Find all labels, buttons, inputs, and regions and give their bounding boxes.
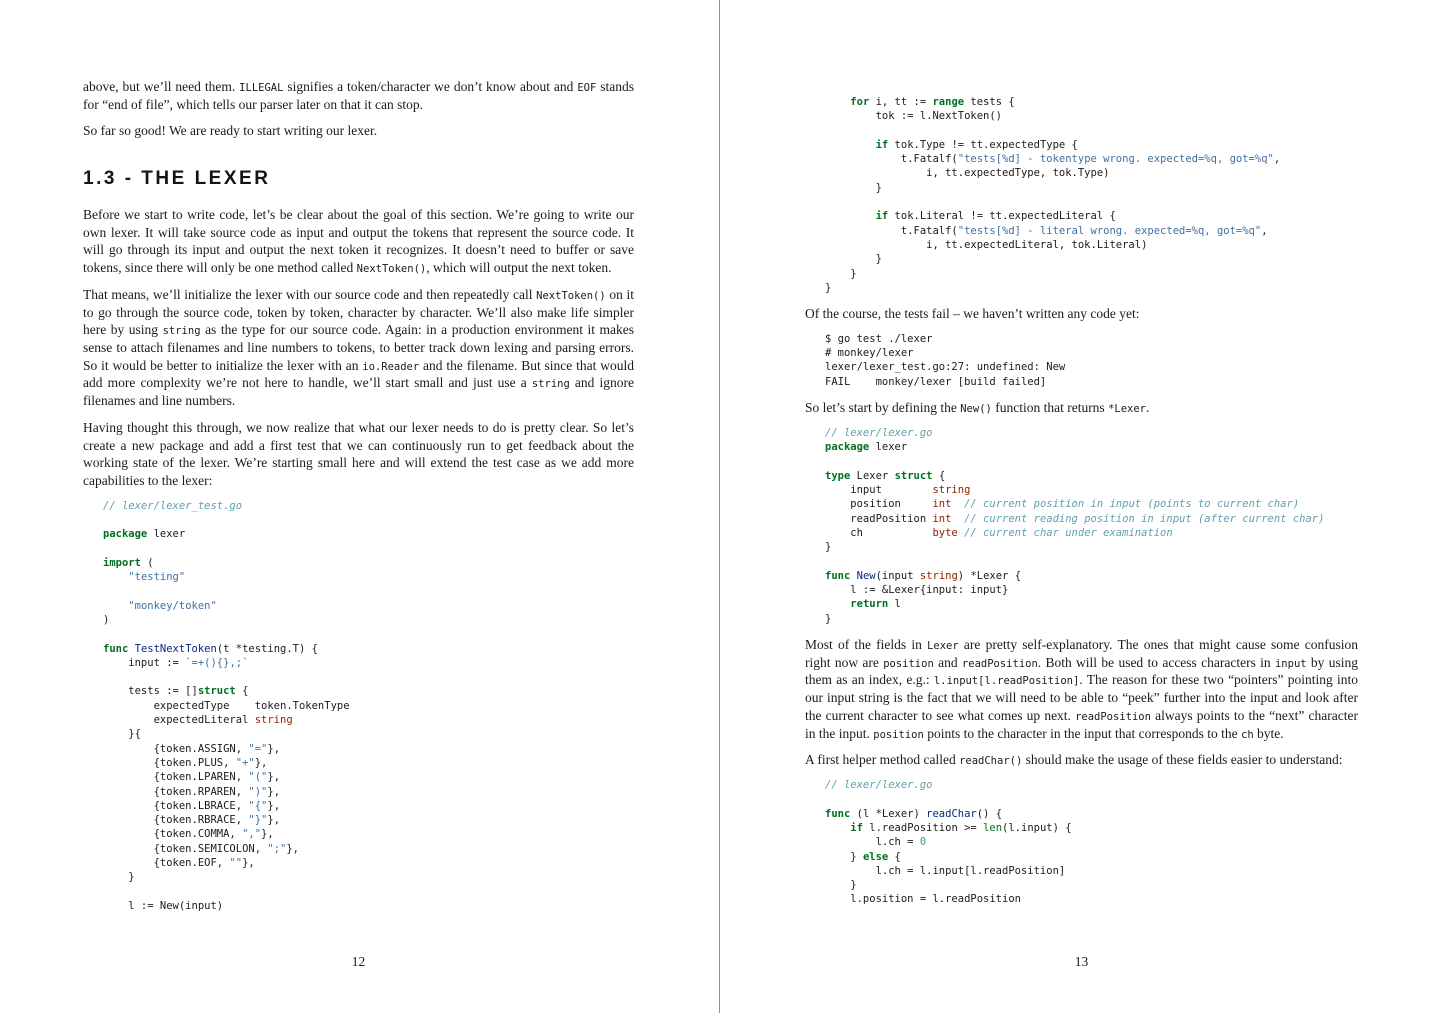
shell-output-block: $ go test ./lexer # monkey/lexer lexer/lexer_test.go:27: undefined: New FAIL monkey/lexer [build failed] bbox=[825, 332, 1066, 388]
book-page-right bbox=[805, 95, 1358, 917]
paragraph-tests-fail: Of the course, the tests fail – we haven’t written any code yet: bbox=[805, 306, 1140, 322]
page-number-left: 12 bbox=[351, 954, 366, 969]
page-divider bbox=[719, 0, 720, 1013]
paragraph-lets-start: So let’s start by defining the New() function that returns *Lexer. bbox=[805, 400, 1150, 416]
paragraph-having-thought: Having thought this through, we now realize that what our lexer needs to do is pretty clear. So let’s create a new package and add a first test that we can continuously run to get feedback about the working state of the lexer. We’re starting small here and will extend the test case as we add more capabilities to the lexer: bbox=[83, 419, 634, 488]
code-block-lexer-test: // lexer/lexer_test.go package lexer import ( "testing" "monkey/token" ) func TestNextToken(t *testing.T) { input := `=+(){},;` tests := []struct { expectedType token.TokenType expectedLiteral string }{ {token.ASSIGN, "="}, {token.PLUS, "+"}, {token.LPAREN, "("}, {token.RPAREN, ")"}, {token.LBRACE, "{"}, {token.RBRACE, "}"}, {token.COMMA, ","}, {token.SEMICOLON, ";"}, {token.EOF, ""}, } l := New(input) bbox=[103, 499, 350, 912]
book-page-left bbox=[83, 78, 634, 923]
section-heading-the-lexer: 1.3 - THE LEXER bbox=[83, 168, 271, 190]
code-block-test-loop: for i, tt := range tests { tok := l.NextToken() if tok.Type != tt.expectedType { t.Fatalf("tests[%d] - tokentype wrong. expected=%q, got=%q", i, tt.expectedType, tok.Type) } if tok.Literal != tt.expectedLiteral { t.Fatalf("tests[%d] - literal wrong. expected=%q, got=%q", i, tt.expectedLiteral, tok.Literal) } } } bbox=[825, 96, 1281, 294]
paragraph-helper-method: A first helper method called readChar() should make the usage of these fields easier to understand: bbox=[805, 752, 1343, 768]
paragraph-fields-explained: Most of the fields in Lexer are pretty self-explanatory. The ones that might cause some confusion right now are position and readPosition. Both will be used to access characters in input by using them as an index, e.g.: l.input[l.readPosition]. The reason for these two “pointers” pointing into our input string is the fact that we will need to be able to “peek” further into the input and look after the current character to see what comes up next. readPosition always points to the “next” character in the input. position points to the character in the input that corresponds to the ch byte. bbox=[805, 636, 1359, 741]
code-block-lexer-struct: // lexer/lexer.go package lexer type Lexer struct { input string position int // current position in input (points to current char) readPosition int // current reading position in input (after current char) ch byte // current char under examination } func New(input string) *Lexer { l := &Lexer{input: input} return l } bbox=[825, 426, 1325, 625]
page-number-right: 13 bbox=[1074, 954, 1089, 969]
paragraph-illegal-eof: above, but we’ll need them. ILLEGAL signifies a token/character we don’t know about and EOF stands for “end of file”, which tells our parser later on that it can stop. bbox=[83, 79, 635, 112]
paragraph-that-means: That means, we’ll initialize the lexer with our source code and then repeatedly call NextToken() on it to go through the source code, token by token, character by character. We’ll also make life simpler here by using string as the type for our source code. Again: in a production environment it makes sense to attach filenames and line numbers to tokens, to better track down lexing and parsing errors. So it would be better to initialize the lexer with an io.Reader and the filename. But since that would add more complexity we’re not here to handle, we’ll start small and just use a string and ignore filenames and line numbers. bbox=[83, 286, 635, 409]
code-block-readchar: // lexer/lexer.go func (l *Lexer) readChar() { if l.readPosition >= len(l.input) { l.ch = 0 } else { l.ch = l.input[l.readPosition] } l.position = l.readPosition bbox=[825, 779, 1072, 906]
paragraph-before-we-start: Before we start to write code, let’s be clear about the goal of this section. We’re going to write our own lexer. It will take source code as input and output the tokens that represent the source code. It will go through its input and output the next token it recognizes. It doesn’t need to buffer or save tokens, since there will only be one method called NextToken(), which will output the next token. bbox=[83, 207, 634, 276]
paragraph-so-far: So far so good! We are ready to start writing our lexer. bbox=[83, 123, 378, 139]
